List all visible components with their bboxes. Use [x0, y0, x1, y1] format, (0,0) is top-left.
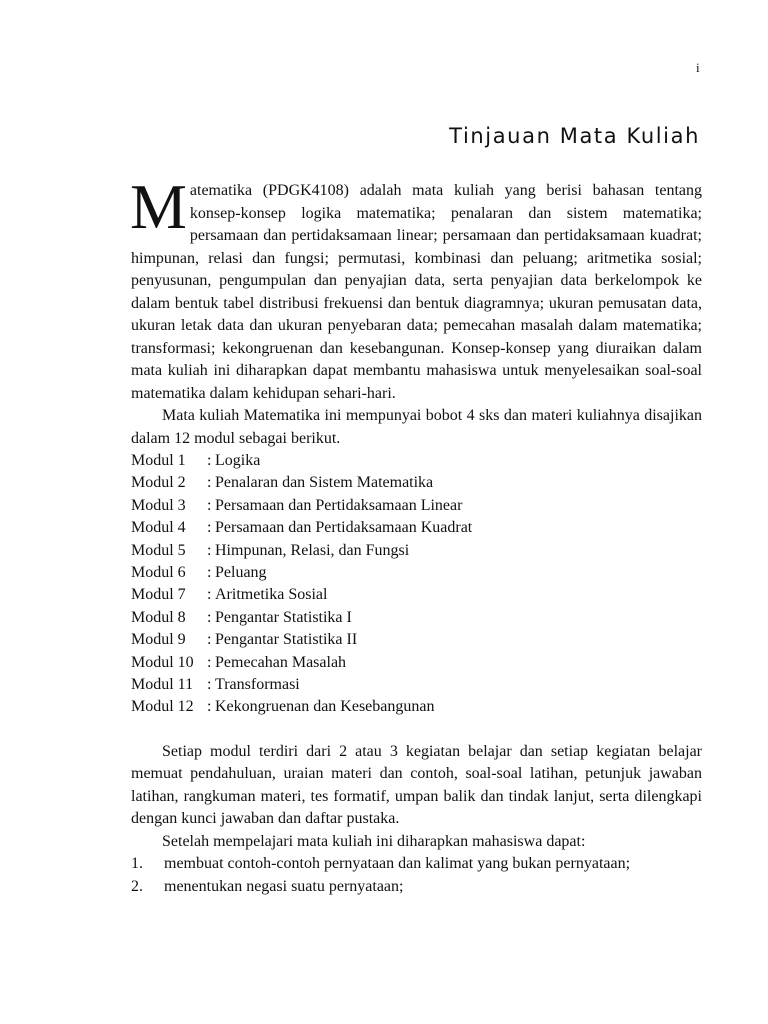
list-text: menentukan negasi suatu pernyataan; [164, 877, 404, 895]
module-label: Modul 6 [131, 563, 186, 581]
module-row [131, 696, 702, 718]
module-title: Kekongruenan dan Kesebangunan [215, 698, 435, 716]
drop-cap: M [130, 171, 187, 242]
module-row [131, 584, 702, 606]
objectives-list [131, 853, 702, 898]
module-row [131, 562, 702, 584]
module-row [131, 495, 702, 517]
module-title: Pemecahan Masalah [215, 653, 347, 671]
module-separator: : [207, 698, 212, 716]
module-row [131, 674, 702, 696]
module-title: Aritmetika Sosial [215, 586, 328, 604]
module-title: Persamaan dan Pertidaksamaan Kuadrat [215, 519, 473, 537]
blank-line [131, 719, 702, 741]
module-row [131, 629, 702, 651]
module-separator: : [207, 496, 212, 514]
module-label: Modul 12 [131, 698, 194, 716]
module-label: Modul 9 [131, 631, 186, 649]
list-item [131, 853, 702, 876]
module-separator: : [207, 675, 212, 693]
module-title: Pengantar Statistika II [215, 631, 358, 649]
list-item [131, 876, 702, 899]
module-separator: : [207, 586, 212, 604]
module-label: Modul 5 [131, 541, 186, 559]
module-separator: : [207, 608, 212, 626]
module-row [131, 450, 702, 472]
document-body [130, 171, 702, 898]
module-title: Persamaan dan Pertidaksamaan Linear [215, 496, 463, 514]
module-row [131, 540, 702, 562]
module-title: Penalaran dan Sistem Matematika [215, 474, 434, 492]
module-label: Modul 8 [131, 608, 186, 626]
module-separator: : [207, 653, 212, 671]
module-separator: : [207, 563, 212, 581]
module-separator: : [207, 631, 212, 649]
module-title: Peluang [215, 563, 267, 581]
module-row [131, 607, 702, 629]
module-label: Modul 3 [131, 496, 186, 514]
module-separator: : [207, 519, 212, 537]
module-title: Pengantar Statistika I [215, 608, 352, 626]
list-text: membuat contoh-contoh pernyataan dan kalimat yang bukan pernyataan; [164, 855, 631, 873]
objectives-intro: Setelah mempelajari mata kuliah ini diharapkan mahasiswa dapat: [162, 832, 586, 850]
module-label: Modul 10 [131, 653, 194, 671]
module-list [131, 450, 702, 719]
module-title: Logika [215, 452, 261, 469]
module-title: Himpunan, Relasi, dan Fungsi [215, 541, 410, 559]
module-structure-paragraph: Setiap modul terdiri dari 2 atau 3 kegiatan belajar dan setiap kegiatan belajar memuat pendahuluan, uraian materi dan contoh, soal-soal latihan, petunjuk jawaban latihan, rangkuman materi, tes formatif, umpan balik dan tindak lanjut, serta dilengkapi dengan kunci jawaban dan daftar pustaka. [131, 742, 702, 828]
module-label: Modul 7 [131, 586, 186, 604]
list-number: 1. [131, 855, 143, 873]
module-title: Transformasi [215, 675, 300, 693]
module-row [131, 472, 702, 494]
module-label: Modul 11 [131, 675, 194, 693]
module-row [131, 652, 702, 674]
module-row [131, 517, 702, 539]
list-number: 2. [131, 877, 143, 895]
course-info-paragraph: Mata kuliah Matematika ini mempunyai bobot 4 sks dan materi kuliahnya disajikan dalam 12 modul sebagai berikut. [131, 407, 702, 447]
module-separator: : [207, 452, 212, 469]
module-label: Modul 4 [131, 519, 186, 537]
page-title: Tinjauan Mata Kuliah [449, 124, 700, 148]
page-number: i [696, 60, 700, 75]
intro-paragraph [130, 171, 702, 405]
module-separator: : [207, 474, 212, 492]
intro-text: atematika (PDGK4108) adalah mata kuliah yang berisi bahasan tentang konsep-konsep logika matematika; penalaran dan sistem matematika; persamaan dan pertidaksamaan linear; persamaan dan pertidaksamaan kuadrat; himpunan, relasi dan fungsi; permutasi, kombinasi dan peluang; aritmetika sosial; penyusunan, pengumpulan dan penyajian data, serta penyajian data berkelompok ke dalam bentuk tabel distribusi frekuensi dan bentuk diagramnya; ukuran pemusatan data, ukuran letak data dan ukuran penyebaran data; pemecahan masalah dalam matematika; transformasi; kekongruenan dan kesebangunan. Konsep-konsep yang diuraikan dalam mata kuliah ini diharapkan dapat membantu mahasiswa untuk menyelesaikan soal-soal matematika dalam kehidupan sehari-hari. [131, 182, 702, 402]
module-label: Modul 1 [131, 452, 186, 469]
module-label: Modul 2 [131, 474, 186, 492]
module-separator: : [207, 541, 212, 559]
